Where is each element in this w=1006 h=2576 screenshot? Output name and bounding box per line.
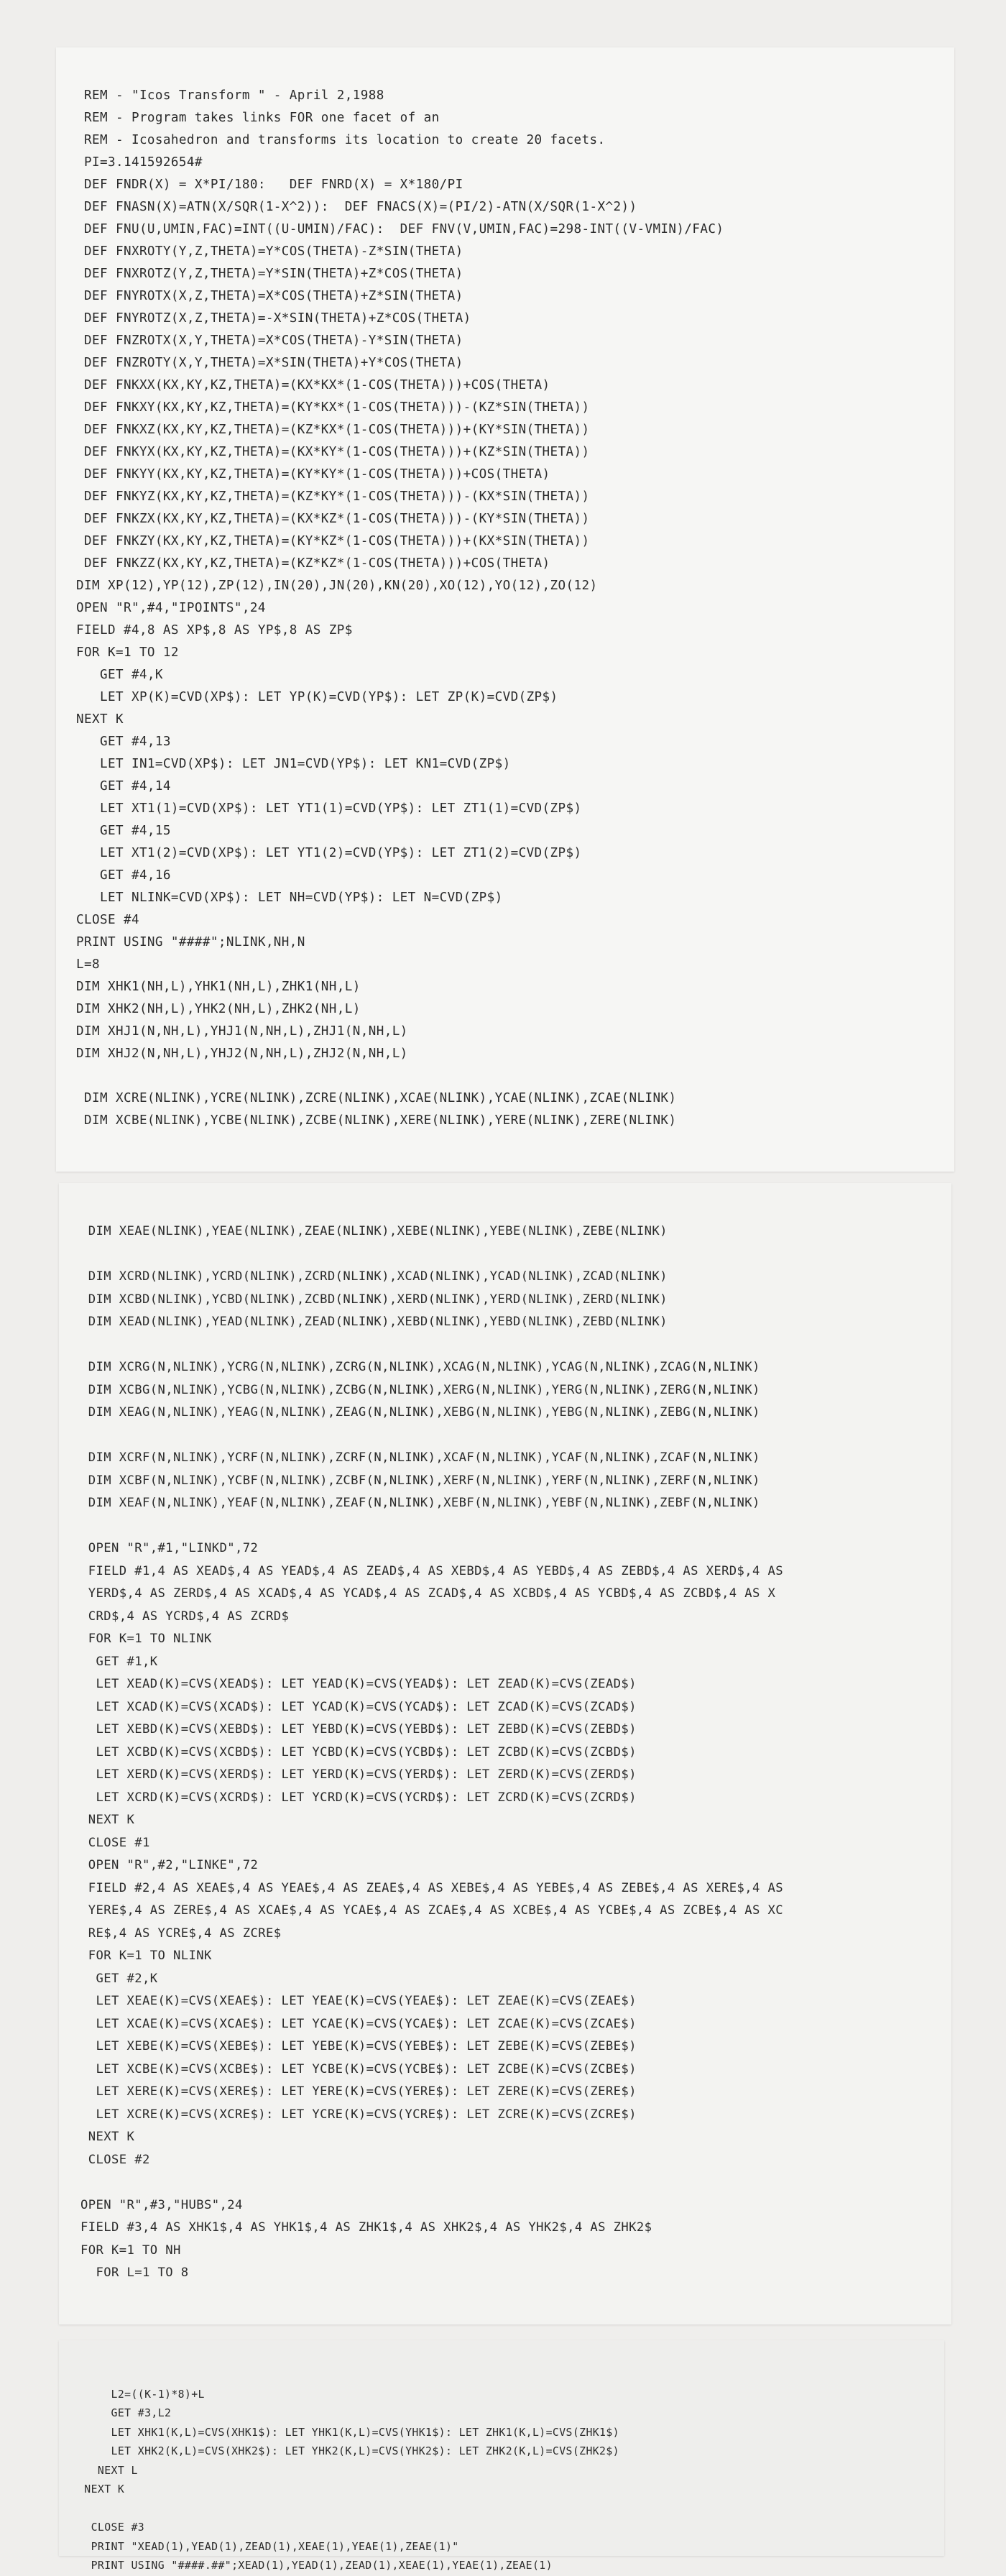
code-line: DIM XHK1(NH,L),YHK1(NH,L),ZHK1(NH,L) [76,980,361,994]
code-line: DIM XCRF(N,NLINK),YCRF(N,NLINK),ZCRF(N,NLINK),XCAF(N,NLINK),YCAF(N,NLINK),ZCAF(N,NLINK) [80,1450,760,1465]
code-line: CLOSE #3 [78,2521,145,2534]
code-line: LET XT1(1)=CVD(XP$): LET YT1(1)=CVD(YP$): LET ZT1(1)=CVD(ZP$) [76,801,582,816]
code-line: FOR K=1 TO NH [80,2242,181,2258]
code-line: LET XEAD(K)=CVS(XEAD$): LET YEAD(K)=CVS(YEAD$): LET ZEAD(K)=CVS(ZEAD$) [80,1677,637,1691]
code-line: DEF FNKXY(KX,KY,KZ,THETA)=(KY*KX*(1-COS(THETA)))-(KZ*SIN(THETA)) [76,400,590,415]
code-line: DEF FNKXX(KX,KY,KZ,THETA)=(KX*KX*(1-COS(THETA)))+COS(THETA) [76,378,550,392]
code-line: DIM XEAG(N,NLINK),YEAG(N,NLINK),ZEAG(N,NLINK),XEBG(N,NLINK),YEBG(N,NLINK),ZEBG(N,NLINK) [80,1405,760,1420]
code-line [80,1515,951,1538]
code-line: DEF FNXROTY(Y,Z,THETA)=Y*COS(THETA)-Z*SIN(THETA) [76,244,463,259]
listing-page-3 [59,2340,944,2572]
code-line [76,1065,954,1087]
code-line: DEF FNKZY(KX,KY,KZ,THETA)=(KY*KZ*(1-COS(THETA)))+(KX*SIN(THETA)) [76,534,590,548]
code-line: OPEN "R",#2,"LINKE",72 [80,1858,259,1872]
code-line: LET XCRE(K)=CVS(XCRE$): LET YCRE(K)=CVS(YCRE$): LET ZCRE(K)=CVS(ZCRE$) [80,2107,637,2122]
code-line: GET #4,13 [76,735,171,749]
code-line: NEXT L [78,2464,138,2477]
code-line: LET XEAE(K)=CVS(XEAE$): LET YEAE(K)=CVS(YEAE$): LET ZEAE(K)=CVS(ZEAE$) [80,1994,637,2008]
code-line: DEF FNASN(X)=ATN(X/SQR(1-X^2)): DEF FNACS(X)=(PI/2)-ATN(X/SQR(1-X^2)) [76,200,637,214]
code-line: FIELD #2,4 AS XEAE$,4 AS YEAE$,4 AS ZEAE$,4 AS XEBE$,4 AS YEBE$,4 AS ZEBE$,4 AS XERE$,4 AS [80,1880,784,1895]
code-line: LET IN1=CVD(XP$): LET JN1=CVD(YP$): LET KN1=CVD(ZP$) [76,757,511,771]
code-line: PRINT USING "####.##";XEAD(1),YEAD(1),ZEAD(1),XEAE(1),YEAE(1),ZEAE(1) [78,2559,553,2572]
code-line: DEF FNDR(X) = X*PI/180: DEF FNRD(X) = X*180/PI [76,178,463,192]
code-line: DIM XEAD(NLINK),YEAD(NLINK),ZEAD(NLINK),XEBD(NLINK),YEBD(NLINK),ZEBD(NLINK) [80,1315,668,1329]
code-line: LET XEBD(K)=CVS(XEBD$): LET YEBD(K)=CVS(YEBD$): LET ZEBD(K)=CVS(ZEBD$) [80,1722,637,1736]
code-line: DIM XHK2(NH,L),YHK2(NH,L),ZHK2(NH,L) [76,1002,361,1016]
code-line: PRINT "XEAD(1),YEAD(1),ZEAD(1),XEAE(1),YEAE(1),ZEAE(1)" [78,2540,459,2553]
code-line: OPEN "R",#4,"IPOINTS",24 [76,601,266,615]
code-line: LET XEBE(K)=CVS(XEBE$): LET YEBE(K)=CVS(YEBE$): LET ZEBE(K)=CVS(ZEBE$) [80,2039,637,2053]
code-line: NEXT K [80,1813,135,1827]
code-line: FIELD #1,4 AS XEAD$,4 AS YEAD$,4 AS ZEAD$,4 AS XEBD$,4 AS YEBD$,4 AS ZEBD$,4 AS XERD$,4 AS [80,1563,784,1578]
code-line: LET XHK1(K,L)=CVS(XHK1$): LET YHK1(K,L)=CVS(YHK1$): LET ZHK1(K,L)=CVS(ZHK1$) [78,2426,619,2439]
code-line: FIELD #3,4 AS XHK1$,4 AS YHK1$,4 AS ZHK1$,4 AS XHK2$,4 AS YHK2$,4 AS ZHK2$ [80,2220,652,2235]
code-line: DIM XCRE(NLINK),YCRE(NLINK),ZCRE(NLINK),XCAE(NLINK),YCAE(NLINK),ZCAE(NLINK) [76,1091,677,1105]
code-line: LET XCRD(K)=CVS(XCRD$): LET YCRD(K)=CVS(YCRD$): LET ZCRD(K)=CVS(ZCRD$) [80,1790,637,1805]
code-line: L=8 [76,957,100,972]
code-line: FOR K=1 TO NLINK [80,1632,212,1646]
listing-page-2 [59,1183,951,2324]
code-line [80,1243,951,1266]
code-line: DIM XCBF(N,NLINK),YCBF(N,NLINK),ZCBF(N,NLINK),XERF(N,NLINK),YERF(N,NLINK),ZERF(N,NLINK) [80,1473,760,1488]
code-line: DEF FNU(U,UMIN,FAC)=INT((U-UMIN)/FAC): DEF FNV(V,UMIN,FAC)=298-INT((V-VMIN)/FAC) [76,222,724,236]
code-line: LET XCAD(K)=CVS(XCAD$): LET YCAD(K)=CVS(YCAD$): LET ZCAD(K)=CVS(ZCAD$) [80,1699,637,1714]
code-line: DIM XP(12),YP(12),ZP(12),IN(20),JN(20),KN(20),XO(12),YO(12),ZO(12) [76,579,598,593]
code-line: LET XCAE(K)=CVS(XCAE$): LET YCAE(K)=CVS(YCAE$): LET ZCAE(K)=CVS(ZCAE$) [80,2016,637,2031]
code-line: DIM XHJ1(N,NH,L),YHJ1(N,NH,L),ZHJ1(N,NH,L) [76,1024,408,1039]
code-line: OPEN "R",#1,"LINKD",72 [80,1541,259,1555]
code-line: REM - "Icos Transform " - April 2,1988 [76,88,384,103]
code-line: NEXT K [80,2130,135,2144]
code-line: FIELD #4,8 AS XP$,8 AS YP$,8 AS ZP$ [76,623,353,638]
code-line: GET #4,14 [76,779,171,794]
code-line: DIM XCBG(N,NLINK),YCBG(N,NLINK),ZCBG(N,NLINK),XERG(N,NLINK),YERG(N,NLINK),ZERG(N,NLINK) [80,1382,760,1397]
code-line [80,1425,951,1448]
code-line [80,1334,951,1357]
code-line: CLOSE #1 [80,1835,150,1850]
code-line [80,2171,951,2194]
code-line: DIM XCBD(NLINK),YCBD(NLINK),ZCBD(NLINK),XERD(NLINK),YERD(NLINK),ZERD(NLINK) [80,1292,668,1307]
code-line: LET XT1(2)=CVD(XP$): LET YT1(2)=CVD(YP$): LET ZT1(2)=CVD(ZP$) [76,846,582,860]
code-line [78,2500,944,2519]
code-line: DEF FNYROTX(X,Z,THETA)=X*COS(THETA)+Z*SIN(THETA) [76,289,463,303]
code-line: DIM XEAE(NLINK),YEAE(NLINK),ZEAE(NLINK),XEBE(NLINK),YEBE(NLINK),ZEBE(NLINK) [80,1224,668,1238]
code-line: CRD$,4 AS YCRD$,4 AS ZCRD$ [80,1609,290,1624]
code-line: DEF FNKZZ(KX,KY,KZ,THETA)=(KZ*KZ*(1-COS(THETA)))+COS(THETA) [76,556,550,571]
code-line: GET #4,15 [76,824,171,838]
code-line: LET XHK2(K,L)=CVS(XHK2$): LET YHK2(K,L)=CVS(YHK2$): LET ZHK2(K,L)=CVS(ZHK2$) [78,2445,619,2457]
code-line: CLOSE #2 [80,2152,150,2167]
code-line [78,2366,944,2386]
code-line: FOR K=1 TO NLINK [80,1949,212,1963]
code-line: DEF FNZROTY(X,Y,THETA)=X*SIN(THETA)+Y*COS(THETA) [76,356,463,370]
code-line: LET NLINK=CVD(XP$): LET NH=CVD(YP$): LET N=CVD(ZP$) [76,891,503,905]
code-line: DIM XCBE(NLINK),YCBE(NLINK),ZCBE(NLINK),XERE(NLINK),YERE(NLINK),ZERE(NLINK) [76,1113,677,1128]
code-line: NEXT K [78,2483,125,2496]
code-line: GET #1,K [80,1654,158,1669]
code-line: DIM XCRD(NLINK),YCRD(NLINK),ZCRD(NLINK),XCAD(NLINK),YCAD(NLINK),ZCAD(NLINK) [80,1269,668,1284]
code-line: LET XERE(K)=CVS(XERE$): LET YERE(K)=CVS(YERE$): LET ZERE(K)=CVS(ZERE$) [80,2084,637,2099]
code-line: GET #2,K [80,1971,158,1986]
code-line: DEF FNKYZ(KX,KY,KZ,THETA)=(KZ*KY*(1-COS(THETA)))-(KX*SIN(THETA)) [76,489,590,504]
code-line: DEF FNZROTX(X,Y,THETA)=X*COS(THETA)-Y*SIN(THETA) [76,334,463,348]
code-line: REM - Icosahedron and transforms its location to create 20 facets. [76,133,606,147]
code-line: LET XCBD(K)=CVS(XCBD$): LET YCBD(K)=CVS(YCBD$): LET ZCBD(K)=CVS(ZCBD$) [80,1744,637,1760]
code-line: DEF FNKYY(KX,KY,KZ,THETA)=(KY*KY*(1-COS(THETA)))+COS(THETA) [76,467,550,482]
code-line: DIM XHJ2(N,NH,L),YHJ2(N,NH,L),ZHJ2(N,NH,L) [76,1046,408,1061]
code-line: PRINT USING "####";NLINK,NH,N [76,935,305,949]
code-line: LET XP(K)=CVD(XP$): LET YP(K)=CVD(YP$): LET ZP(K)=CVD(ZP$) [76,690,558,704]
listing-page-1 [56,47,954,1172]
code-line: GET #3,L2 [78,2407,172,2419]
code-line: FOR K=1 TO 12 [76,645,179,660]
code-line: LET XERD(K)=CVS(XERD$): LET YERD(K)=CVS(YERD$): LET ZERD(K)=CVS(ZERD$) [80,1767,637,1782]
code-line: DEF FNKZX(KX,KY,KZ,THETA)=(KX*KZ*(1-COS(THETA)))-(KY*SIN(THETA)) [76,512,590,526]
code-line: GET #4,K [76,668,163,682]
code-line: DIM XCRG(N,NLINK),YCRG(N,NLINK),ZCRG(N,NLINK),XCAG(N,NLINK),YCAG(N,NLINK),ZCAG(N,NLINK) [80,1360,760,1374]
code-line: REM - Program takes links FOR one facet of an [76,111,440,125]
code-line: DEF FNKXZ(KX,KY,KZ,THETA)=(KZ*KX*(1-COS(THETA)))+(KY*SIN(THETA)) [76,423,590,437]
code-line: NEXT K [76,712,124,727]
code-line: LET XCBE(K)=CVS(XCBE$): LET YCBE(K)=CVS(YCBE$): LET ZCBE(K)=CVS(ZCBE$) [80,2061,637,2076]
code-line: YERD$,4 AS ZERD$,4 AS XCAD$,4 AS YCAD$,4 AS ZCAD$,4 AS XCBD$,4 AS YCBD$,4 AS ZCBD$,4 AS X [80,1586,776,1601]
code-line: RE$,4 AS YCRE$,4 AS ZCRE$ [80,1926,282,1941]
code-line: L2=((K-1)*8)+L [78,2388,205,2401]
code-line: OPEN "R",#3,"HUBS",24 [80,2197,243,2212]
code-line: CLOSE #4 [76,913,139,927]
code-line: DIM XEAF(N,NLINK),YEAF(N,NLINK),ZEAF(N,NLINK),XEBF(N,NLINK),YEBF(N,NLINK),ZEBF(N,NLINK) [80,1496,760,1510]
code-line: GET #4,16 [76,868,171,883]
code-line: YERE$,4 AS ZERE$,4 AS XCAE$,4 AS YCAE$,4 AS ZCAE$,4 AS XCBE$,4 AS YCBE$,4 AS ZCBE$,4 AS XC [80,1903,784,1918]
code-line: DEF FNXROTZ(Y,Z,THETA)=Y*SIN(THETA)+Z*COS(THETA) [76,267,463,281]
code-line: DEF FNYROTZ(X,Z,THETA)=-X*SIN(THETA)+Z*COS(THETA) [76,311,471,326]
code-line: DEF FNKYX(KX,KY,KZ,THETA)=(KX*KY*(1-COS(THETA)))+(KZ*SIN(THETA)) [76,445,590,459]
code-line: FOR L=1 TO 8 [80,2266,189,2280]
code-line: PI=3.141592654# [76,155,203,170]
